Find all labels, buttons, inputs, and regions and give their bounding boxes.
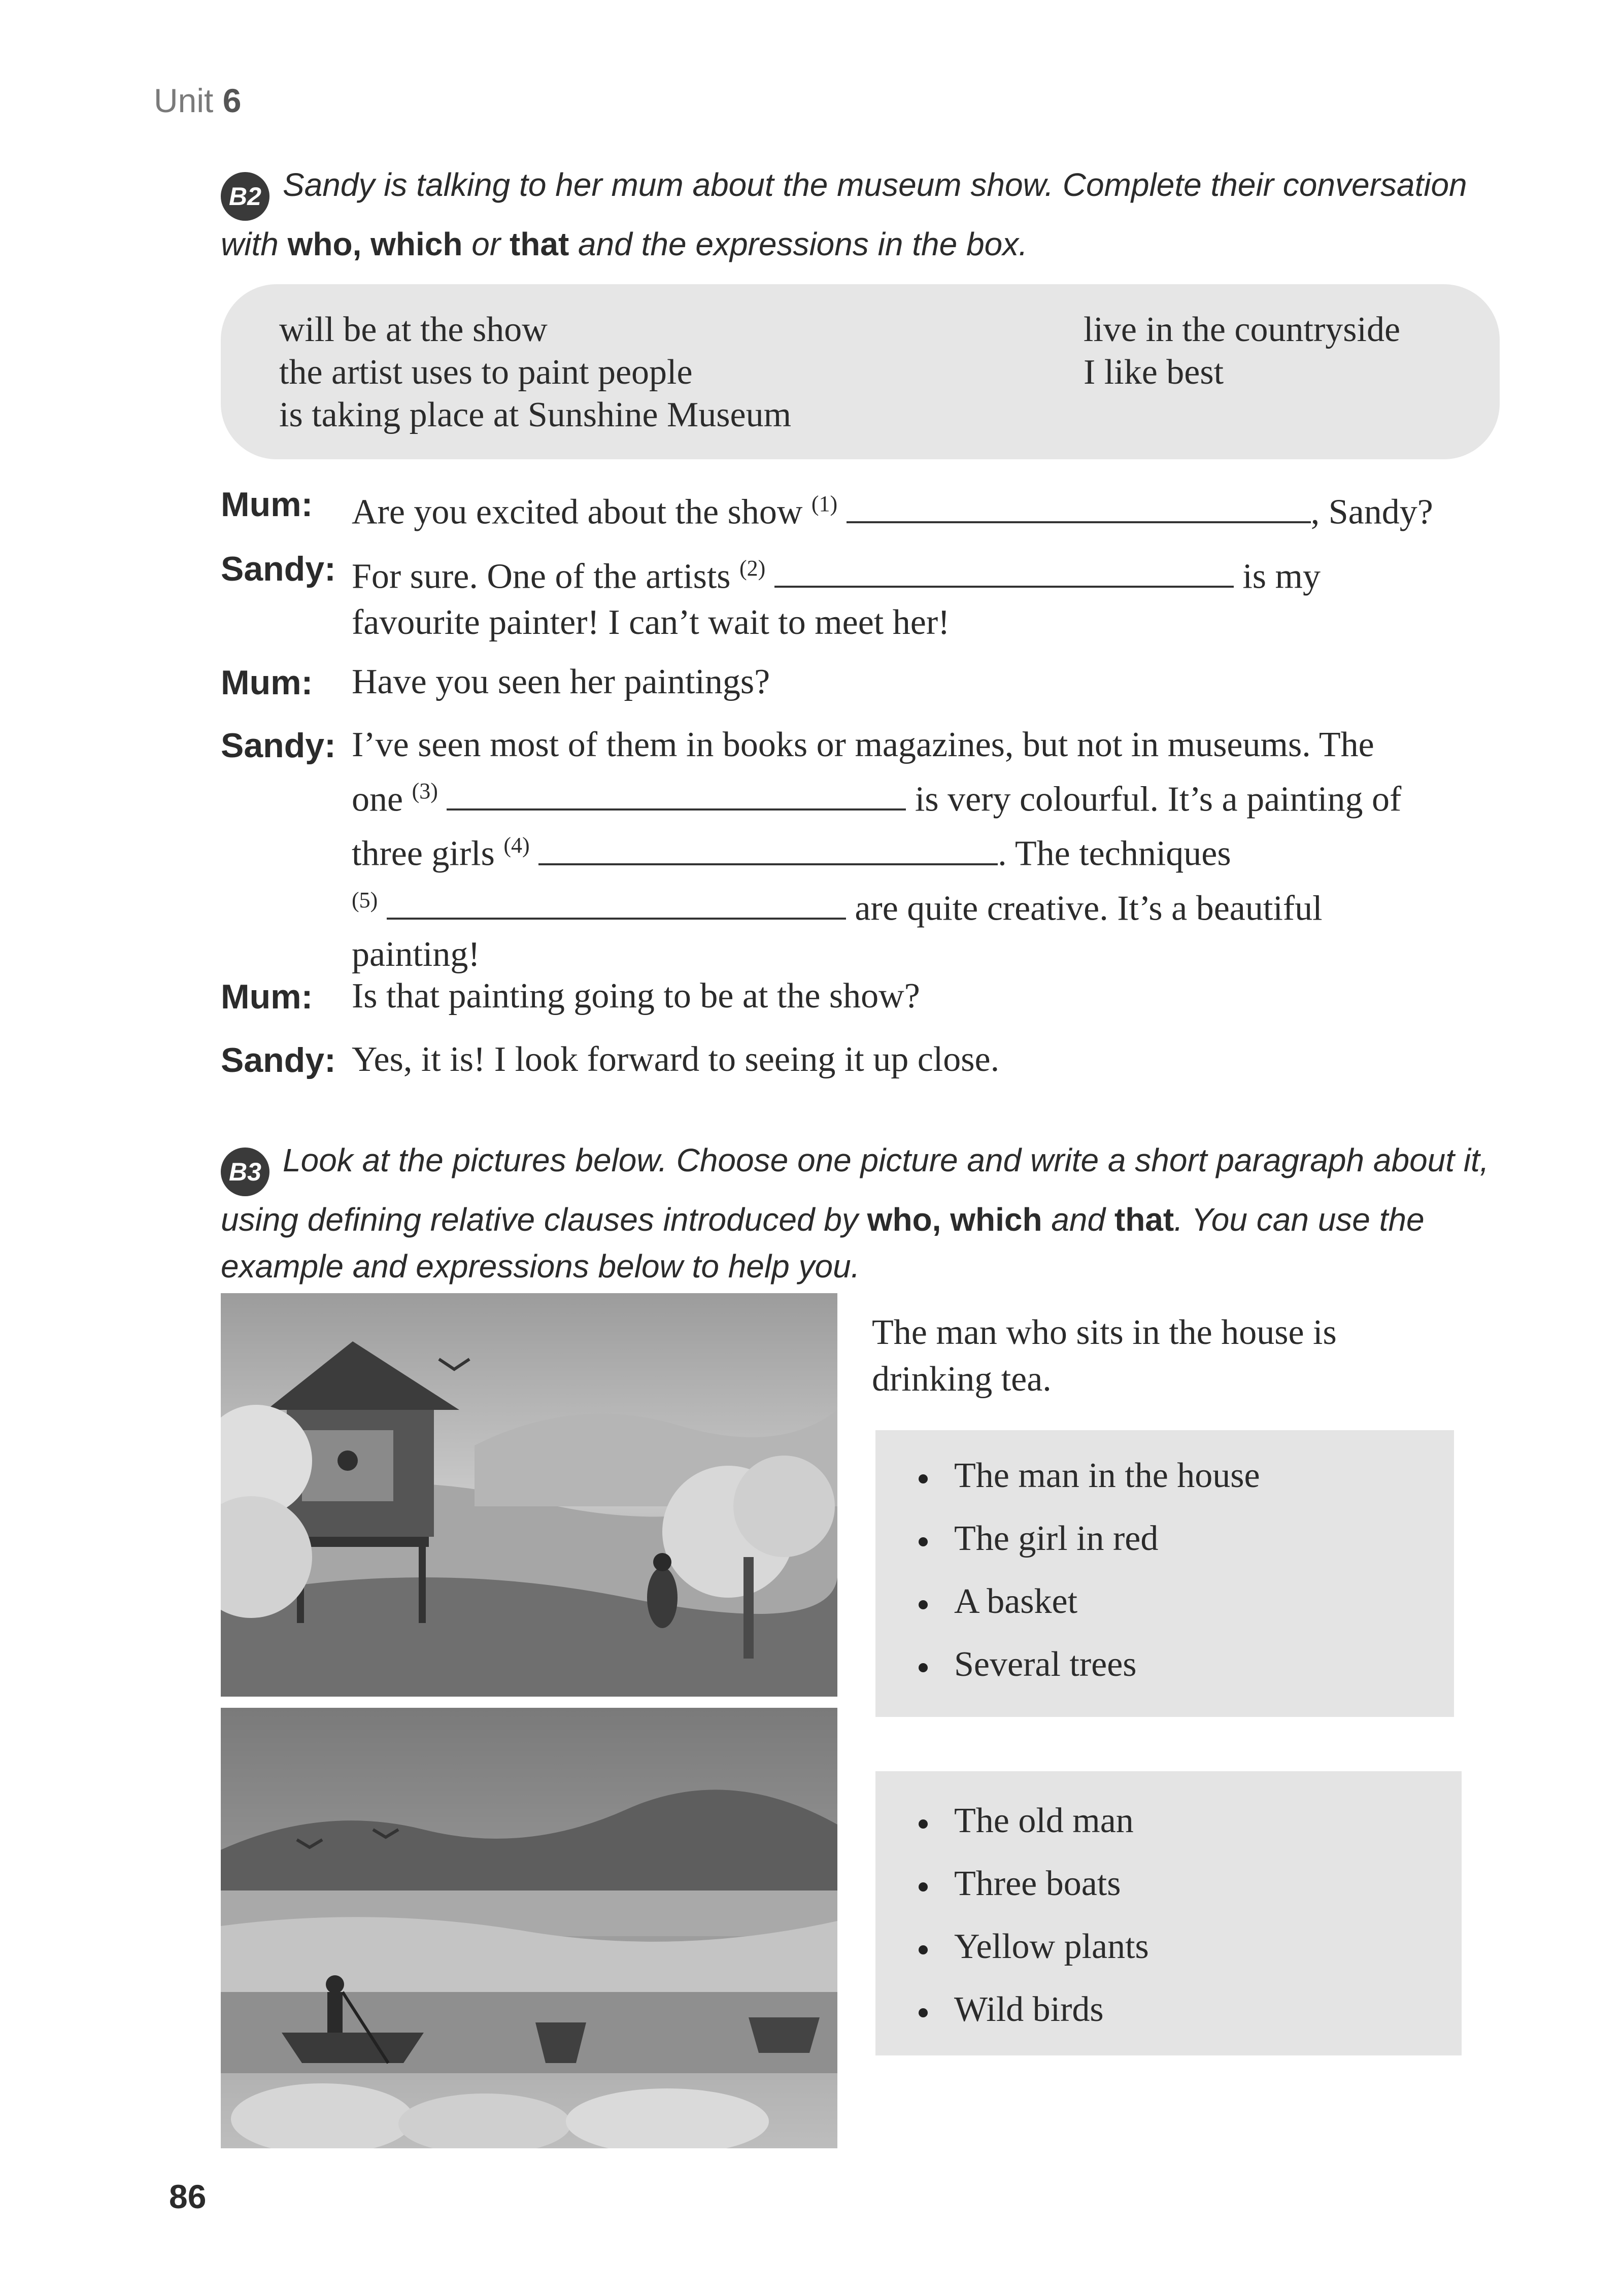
blank-2[interactable]: [774, 554, 1234, 588]
dialogue-text: Have you seen her paintings?: [352, 662, 770, 701]
expressions-list-1: [875, 1430, 1454, 1717]
speaker-label: Mum:: [221, 663, 313, 702]
blank-4[interactable]: [538, 832, 998, 865]
expression-box-left: [279, 309, 791, 436]
bullet-icon: [919, 1474, 928, 1483]
expression-item: I like best: [1084, 353, 1224, 392]
blank-1[interactable]: [847, 490, 1311, 523]
bullet-icon: [919, 1819, 928, 1829]
speaker-label: Mum:: [221, 485, 313, 524]
bullet-icon: [919, 1600, 928, 1609]
expression-box: [221, 284, 1500, 459]
b2-badge: B2: [221, 172, 269, 221]
speaker-label: Sandy:: [221, 726, 336, 765]
list-item: The man in the house: [919, 1456, 1260, 1496]
expression-item: the artist uses to paint people: [279, 353, 693, 392]
page-number: 86: [169, 2178, 207, 2215]
dialogue-text: Yes, it is! I look forward to seeing it up close.: [352, 1040, 1000, 1079]
expression-item: is taking place at Sunshine Museum: [279, 395, 792, 434]
pavilion-painting-image: [221, 1293, 837, 1697]
lake-boats-painting-image: [221, 1708, 837, 2148]
bullet-icon: [919, 1882, 928, 1892]
b2-instruction: B2 Sandy is talking to her mum about the museum show. Complete their conversation with who, which or that and the expressions in the box.: [221, 166, 1467, 262]
bullet-icon: [919, 1537, 928, 1546]
b3-instruction: B3 Look at the pictures below. Choose one picture and write a short paragraph about it, using defining relative clauses introduced by who, which and that. You can use the example and expressions below to help you.: [221, 1142, 1489, 1285]
expression-box-right: [1084, 309, 1400, 394]
expression-item: will be at the show: [279, 310, 548, 349]
speaker-label: Sandy:: [221, 550, 336, 588]
speaker-label: Sandy:: [221, 1041, 336, 1079]
list-item: Several trees: [919, 1644, 1137, 1685]
list-item: Three boats: [919, 1864, 1121, 1904]
blank-3[interactable]: [447, 777, 906, 811]
list-item: A basket: [919, 1581, 1077, 1622]
speaker-label: Mum:: [221, 977, 313, 1016]
unit-heading: Unit 6: [154, 82, 242, 119]
dialogue-text: I’ve seen most of them in books or magazines, but not in museums. The one $^{(3)}$ is very colourful. It’s a painting of three girls $^{(4)}$ . The techniques $^{(5)}$ are quite creative. It’s a beautiful painting!: [352, 725, 1402, 974]
list-item: The old man: [919, 1801, 1134, 1841]
expressions-list-2: [875, 1771, 1462, 2055]
example-sentence: The man who sits in the house is drinking tea.: [872, 1313, 1337, 1399]
bullet-icon: [919, 2008, 928, 2017]
bullet-icon: [919, 1663, 928, 1672]
list-item: Yellow plants: [919, 1927, 1149, 1967]
list-item: The girl in red: [919, 1518, 1158, 1559]
dialogue-text: Are you excited about the show $^{(1)}$ , Sandy?: [352, 481, 1519, 535]
list-item: Wild birds: [919, 1989, 1104, 2030]
b3-badge: B3: [221, 1147, 269, 1196]
dialogue-text: For sure. One of the artists $^{(2)}$ is my favourite painter! I can’t wait to meet her!: [352, 545, 1519, 646]
bullet-icon: [919, 1945, 928, 1954]
dialogue-text: Is that painting going to be at the show?: [352, 976, 920, 1016]
expression-item: live in the countryside: [1084, 310, 1401, 349]
blank-5[interactable]: [387, 886, 846, 920]
